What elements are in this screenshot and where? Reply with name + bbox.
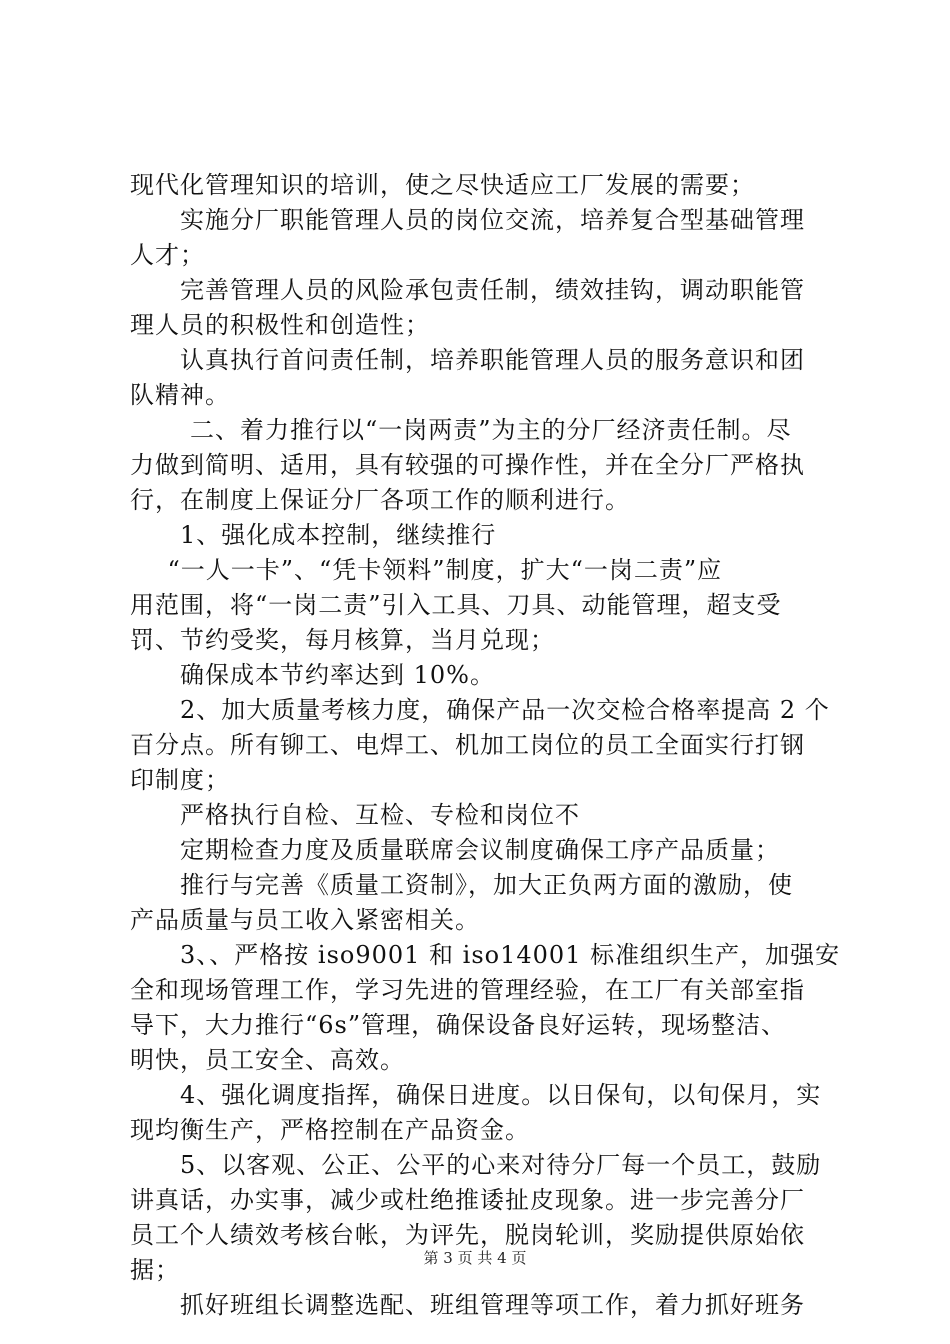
text-line: 实施分厂职能管理人员的岗位交流，培养复合型基础管理	[180, 206, 805, 234]
text-line: 产品质量与员工收入紧密相关。	[130, 906, 480, 934]
text-line: 定期检查力度及质量联席会议制度确保工序产品质量；	[180, 836, 780, 864]
text-line: 5、以客观、公正、公平的心来对待分厂每一个员工，鼓励	[180, 1151, 822, 1179]
text-line: 人才；	[130, 241, 205, 269]
text-line: 现代化管理知识的培训，使之尽快适应工厂发展的需要；	[130, 171, 755, 199]
text-line: 3、、严格按 iso9001 和 iso14001 标准组织生产，加强安	[180, 941, 841, 969]
text-line: 明快，员工安全、高效。	[130, 1046, 405, 1074]
text-line: 全和现场管理工作，学习先进的管理经验，在工厂有关部室指	[130, 976, 805, 1004]
text-line: 行，在制度上保证分厂各项工作的顺利进行。	[130, 486, 630, 514]
text-line: 讲真话，办实事，减少或杜绝推诿扯皮现象。进一步完善分厂	[130, 1186, 805, 1214]
text-line: 员工个人绩效考核台帐，为评先，脱岗轮训，奖励提供原始依	[130, 1221, 805, 1249]
text-line: 严格执行自检、互检、专检和岗位不	[180, 801, 580, 829]
text-line: 罚、节约受奖，每月核算，当月兑现；	[130, 626, 555, 654]
text-line: 理人员的积极性和创造性；	[130, 311, 430, 339]
text-line: 二、着力推行以“一岗两责”为主的分厂经济责任制。尽	[190, 416, 792, 444]
text-line: 印制度；	[130, 766, 230, 794]
text-line: 推行与完善《质量工资制》，加大正负两方面的激励，使	[180, 871, 793, 899]
text-line: 2、加大质量考核力度，确保产品一次交检合格率提高 2 个	[180, 696, 830, 724]
text-line: 队精神。	[130, 381, 230, 409]
text-line: 百分点。所有铆工、电焊工、机加工岗位的员工全面实行打钢	[130, 731, 805, 759]
text-line: 据；	[130, 1256, 180, 1284]
text-line: 力做到简明、适用，具有较强的可操作性，并在全分厂严格执	[130, 451, 805, 479]
text-line: 现均衡生产，严格控制在产品资金。	[130, 1116, 530, 1144]
document-body	[130, 168, 841, 1323]
text-line: 用范围，将“一岗二责”引入工具、刀具、动能管理，超支受	[130, 591, 782, 619]
text-line: 1、强化成本控制，继续推行	[180, 521, 497, 549]
text-line: 完善管理人员的风险承包责任制，绩效挂钩，调动职能管	[180, 276, 805, 304]
text-line: 4、强化调度指挥，确保日进度。以日保旬，以旬保月，实	[180, 1081, 822, 1109]
page-footer: 第 3 页 共 4 页	[423, 1249, 527, 1267]
text-line: 抓好班组长调整选配、班组管理等项工作，着力抓好班务	[180, 1291, 805, 1319]
text-line: 认真执行首问责任制，培养职能管理人员的服务意识和团	[180, 346, 805, 374]
text-line: “一人一卡”、“凭卡领料”制度，扩大“一岗二责”应	[167, 556, 723, 584]
text-line: 确保成本节约率达到 10%。	[180, 661, 495, 689]
text-line: 导下，大力推行“6s”管理，确保设备良好运转，现场整洁、	[130, 1011, 787, 1039]
